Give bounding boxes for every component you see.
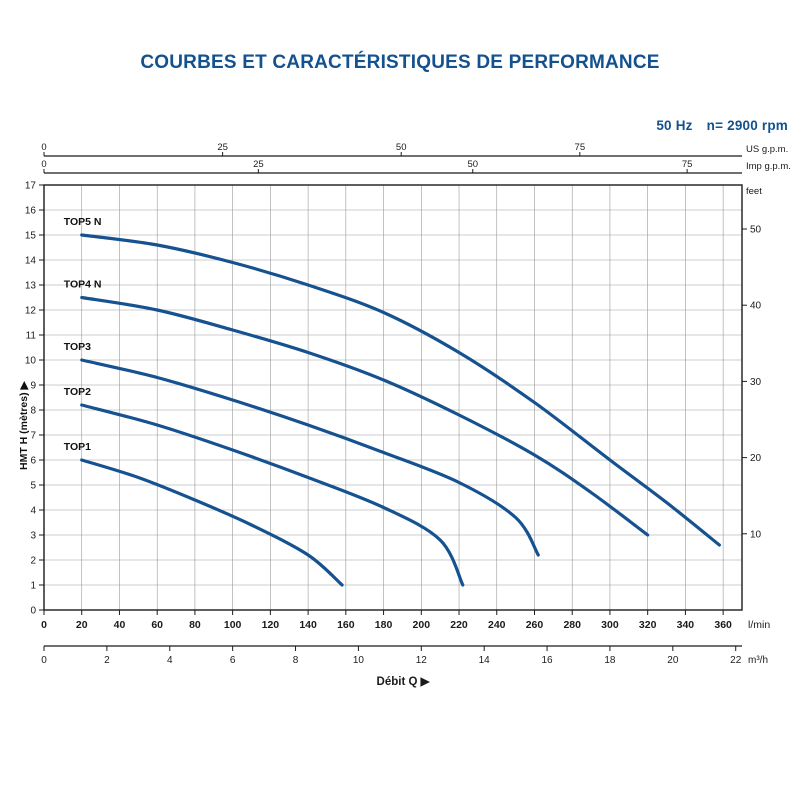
tick-label-lmin: 300 [601, 619, 619, 631]
tick-label-metres: 1 [30, 580, 36, 592]
frequency-note [656, 118, 788, 133]
tick-label-metres: 9 [30, 380, 36, 392]
curve-label-top4-n: TOP4 N [63, 278, 102, 291]
curve-top1 [82, 460, 342, 585]
tick-label-lmin: 360 [714, 619, 732, 631]
tick-label-metres: 13 [24, 280, 36, 292]
tick-label-lmin: 120 [261, 619, 280, 631]
tick-label-imp-gpm: 75 [681, 159, 693, 170]
tick-label-m3h: 4 [166, 655, 173, 666]
tick-label-metres: 4 [30, 505, 36, 517]
unit-imp-gpm: Imp g.p.m. [746, 161, 791, 172]
tick-label-imp-gpm: 0 [41, 159, 47, 170]
tick-label-metres: 2 [30, 555, 36, 567]
curve-label-top1: TOP1 [63, 441, 91, 453]
tick-label-lmin: 60 [151, 619, 164, 631]
tick-label-imp-gpm: 25 [253, 159, 264, 170]
tick-label-m3h: 20 [667, 655, 679, 666]
tick-label-m3h: 18 [604, 655, 616, 666]
tick-label-feet: 30 [750, 376, 762, 388]
curve-top2 [82, 405, 463, 585]
tick-label-lmin: 240 [487, 619, 506, 631]
tick-label-metres: 11 [25, 330, 36, 342]
tick-label-feet: 50 [750, 224, 762, 236]
y-axis-arrow: ▶ [18, 381, 30, 390]
tick-label-metres: 7 [30, 430, 36, 442]
tick-label-us-gpm: 0 [41, 142, 47, 153]
plot-frame [44, 185, 742, 610]
tick-label-m3h: 16 [541, 655, 553, 666]
tick-label-m3h: 10 [352, 655, 364, 666]
tick-label-us-gpm: 25 [217, 142, 228, 153]
curve-top3 [82, 360, 539, 555]
tick-label-m3h: 6 [229, 655, 236, 666]
tick-label-lmin: 180 [374, 619, 393, 631]
chart-canvas [0, 140, 800, 688]
grid-layer [44, 185, 742, 610]
tick-label-feet: 10 [750, 529, 762, 541]
tick-label-metres: 6 [30, 455, 36, 467]
tick-label-feet: 20 [750, 453, 762, 465]
tick-label-m3h: 0 [41, 655, 47, 666]
tick-label-lmin: 320 [638, 619, 657, 631]
curve-label-layer [64, 216, 102, 453]
tick-label-lmin: 160 [337, 619, 355, 631]
tick-label-lmin: 80 [189, 619, 201, 631]
tick-label-metres: 17 [24, 180, 36, 192]
tick-layer [25, 142, 762, 666]
tick-label-lmin: 340 [676, 619, 695, 631]
tick-label-m3h: 14 [478, 655, 490, 666]
tick-label-m3h: 2 [104, 655, 110, 666]
tick-label-us-gpm: 50 [395, 142, 407, 153]
unit-lmin: l/min [748, 619, 771, 631]
tick-label-m3h: 22 [730, 655, 742, 666]
tick-label-us-gpm: 75 [574, 142, 586, 153]
unit-m3h: m³/h [748, 655, 768, 666]
tick-label-m3h: 12 [415, 655, 427, 666]
tick-label-m3h: 8 [292, 655, 299, 666]
curve-top5-n [82, 235, 720, 545]
tick-label-lmin: 220 [450, 619, 468, 631]
frequency-rpm: n= 2900 rpm [706, 118, 788, 133]
performance-chart [0, 140, 800, 688]
tick-label-lmin: 260 [525, 619, 544, 631]
tick-label-metres: 12 [24, 305, 36, 317]
tick-label-metres: 0 [30, 605, 36, 617]
y-axis-label [18, 381, 30, 470]
x-axis-label: Débit Q ▶ [376, 676, 430, 688]
curve-label-top5-n: TOP5 N [63, 216, 102, 228]
unit-label-layer [374, 144, 791, 688]
tick-label-metres: 15 [24, 230, 36, 242]
tick-label-lmin: 0 [41, 619, 47, 631]
axis-layer [44, 156, 742, 646]
tick-label-imp-gpm: 50 [467, 159, 479, 170]
y-axis-label-text: HMT H (mètres) [18, 392, 30, 470]
tick-label-lmin: 100 [223, 619, 242, 631]
tick-label-metres: 5 [30, 480, 36, 492]
curve-label-top2: TOP2 [63, 386, 91, 398]
page-title: COURBES ET CARACTÉRISTIQUES DE PERFORMANCE [140, 52, 660, 73]
tick-label-lmin: 140 [299, 619, 317, 631]
tick-label-lmin: 40 [113, 619, 126, 631]
frequency-hz: 50 Hz [656, 118, 693, 133]
tick-label-feet: 40 [750, 300, 762, 312]
unit-us-gpm: US g.p.m. [746, 144, 789, 155]
tick-label-lmin: 20 [75, 619, 88, 631]
unit-feet: feet [746, 186, 762, 197]
tick-label-lmin: 280 [563, 619, 581, 631]
tick-label-metres: 10 [24, 355, 36, 367]
tick-label-lmin: 200 [412, 619, 431, 631]
curve-label-top3: TOP3 [63, 341, 91, 353]
tick-label-metres: 14 [24, 255, 36, 267]
tick-label-metres: 3 [30, 530, 36, 542]
tick-label-metres: 8 [30, 405, 36, 417]
tick-label-metres: 16 [24, 205, 36, 217]
